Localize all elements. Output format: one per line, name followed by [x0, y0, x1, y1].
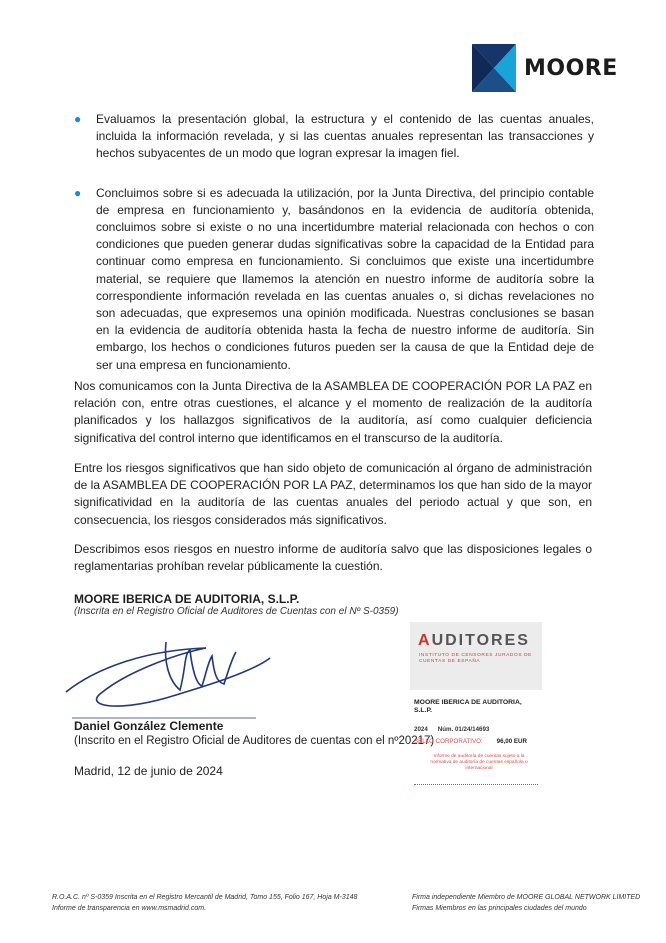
seal-number: Núm. 01/24/14693 — [437, 726, 490, 733]
seal-brand: AUDITORES — [418, 632, 530, 649]
seal-meta — [414, 726, 499, 733]
seal-divider — [414, 784, 538, 785]
firm-name: MOORE IBERICA DE AUDITORIA, S.L.P. — [74, 592, 300, 606]
list-item — [74, 185, 594, 374]
seal-amount: 96,00 EUR — [496, 738, 527, 745]
seal-note: Informe de auditoría de cuentas sujeto a la normativa de auditoría de cuentas española o internacional — [430, 754, 528, 771]
seal-firm: MOORE IBERICA DE AUDITORIA, S.L.P. — [414, 699, 522, 714]
brand-name: MOORE — [524, 55, 618, 81]
footer-network: Firma independiente Miembro de MOORE GLOBAL NETWORK LIMITED — [412, 894, 641, 901]
bullet-text: Concluimos sobre si es adecuada la utilización, por la Junta Directiva, del principio contable de empresa en funcionamiento y, basándonos en la evidencia de auditoría obtenida, concluimos sobre si existe o no una incertidumbre material relacionada con hechos o con condiciones que pueden generar dudas significativas sobre la capacidad de la Entidad para continuar como empresa en funcionamiento. Si concluimos que existe una incertidumbre material, se requiere que llamemos la atención en nuestro informe de auditoría sobre la correspondiente información revelada en las cuentas anuales o, si dichas revelaciones no son adecuadas, que expresemos una opinión modificada. Nuestras conclusiones se basan en la evidencia de auditoría obtenida hasta la fecha de nuestro informe de auditoría. Sin embargo, los hechos o condiciones futuros pueden ser la causa de que la Entidad deje de ser una empresa en funcionamiento. — [96, 185, 594, 372]
list-item — [74, 111, 594, 163]
bullet-icon: ● — [74, 185, 82, 200]
footer-transparency: Informe de transparencia en www.msmadrid.com. — [52, 905, 207, 912]
footer-right — [412, 892, 640, 914]
seal-year: 2024 — [414, 726, 428, 733]
seal-stamp-label: SELLO CORPORATIVO: — [414, 738, 483, 745]
paragraph-communication: Nos comunicamos con la Junta Directiva de la ASAMBLEA DE COOPERACIÓN POR LA PAZ en relación con, entre otras cuestiones, el alcance y el momento de realización de la auditoría planificados y los hallazgos significativos de la auditoría, así como cualquier deficiencia significativa del control interno que identificamos en el transcurso de la auditoría. — [74, 379, 592, 445]
paragraph-disclosure: Describimos esos riesgos en nuestro informe de auditoría salvo que las disposiciones legales o reglamentarias prohíban revelar públicamente la cuestión. — [74, 542, 592, 574]
bullet-list — [74, 111, 594, 396]
bullet-icon: ● — [74, 112, 82, 126]
signer-registration: (Inscrito en el Registro Oficial de Auditores de cuentas con el nº20217) — [74, 735, 435, 747]
firm-registration: (Inscrita en el Registro Oficial de Auditores de Cuentas con el Nº S-0359) — [74, 606, 399, 617]
paragraph-risks: Entre los riesgos significativos que han sido objeto de comunicación al órgano de administración de la ASAMBLEA DE COOPERACIÓN POR LA PAZ, determinamos los que han sido de la mayor significatividad en la auditoría de las cuentas anuales del periodo actual y que son, en consecuencia, los riesgos considerados más significativos. — [74, 461, 593, 527]
footer-roac: R.O.A.C. nº S-0359 Inscrita en el Registro Mercantil de Madrid, Tomo 155, Folio 167, Hoja M-3148 — [52, 894, 358, 901]
seal-institute: INSTITUTO DE CENSORES JURADOS DE CUENTAS DE ESPAÑA — [419, 653, 532, 664]
corporate-seal — [410, 622, 542, 792]
signer-name: Daniel González Clemente — [74, 719, 224, 733]
moore-logo-mark-icon — [472, 44, 516, 92]
seal-stamp — [414, 738, 527, 745]
moore-logo — [472, 44, 618, 92]
footer-members: Firmas Miembros en las principales ciudades del mundo — [412, 905, 587, 912]
seal-header — [410, 622, 542, 690]
bullet-text: Evaluamos la presentación global, la estructura y el contenido de las cuentas anuales, incluida la información revelada, y si las cuentas anuales representan las transacciones y hechos subyacentes de un modo que logran expresar la imagen fiel. — [96, 112, 594, 161]
footer-left — [52, 892, 357, 914]
place-date: Madrid, 12 de junio de 2024 — [74, 764, 223, 778]
handwritten-signature — [56, 628, 276, 720]
